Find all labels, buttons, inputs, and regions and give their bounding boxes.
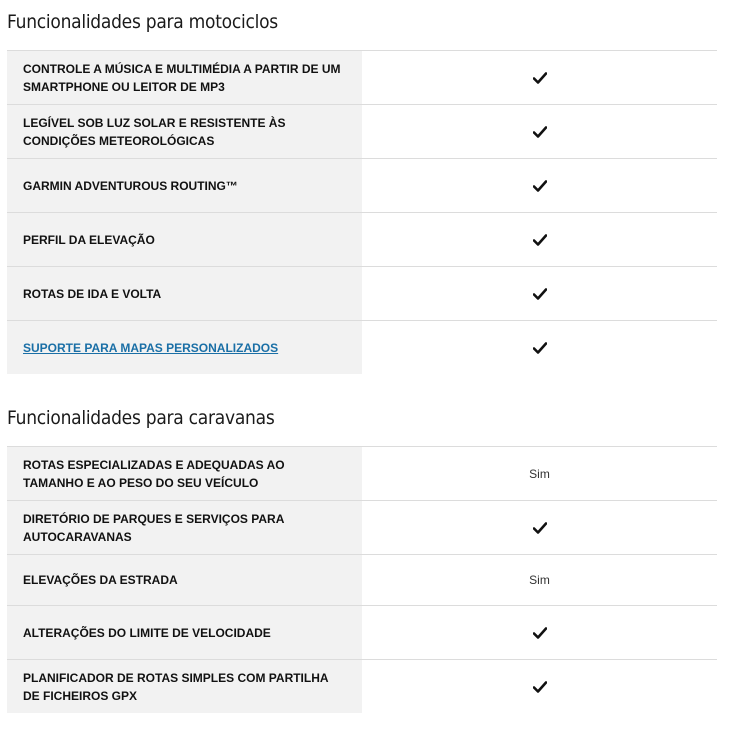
table-row bbox=[7, 105, 717, 159]
feature-value bbox=[362, 267, 717, 320]
feature-label bbox=[7, 321, 362, 374]
table-row bbox=[7, 213, 717, 267]
checkmark-icon bbox=[533, 234, 547, 246]
feature-table bbox=[7, 446, 717, 713]
table-row bbox=[7, 555, 717, 606]
checkmark-icon bbox=[533, 288, 547, 300]
table-row bbox=[7, 501, 717, 555]
checkmark-icon bbox=[533, 126, 547, 138]
feature-label: ELEVAÇÕES DA ESTRADA bbox=[7, 555, 362, 605]
table-row bbox=[7, 267, 717, 321]
checkmark-icon bbox=[533, 522, 547, 534]
table-row bbox=[7, 660, 717, 713]
feature-value bbox=[362, 660, 717, 713]
feature-value bbox=[362, 555, 717, 605]
feature-value bbox=[362, 447, 717, 500]
motorcycle-features-section bbox=[7, 2, 717, 374]
checkmark-icon bbox=[533, 681, 547, 693]
caravan-features-section bbox=[7, 398, 717, 713]
feature-value-text: Sim bbox=[529, 466, 550, 481]
section-title: Funcionalidades para motociclos bbox=[7, 11, 278, 33]
table-row bbox=[7, 51, 717, 105]
checkmark-icon bbox=[533, 180, 547, 192]
feature-label: PLANIFICADOR DE ROTAS SIMPLES COM PARTILHA DE FICHEIROS GPX bbox=[7, 660, 362, 713]
feature-label: ALTERAÇÕES DO LIMITE DE VELOCIDADE bbox=[7, 606, 362, 659]
feature-label: DIRETÓRIO DE PARQUES E SERVIÇOS PARA AUTOCARAVANAS bbox=[7, 501, 362, 554]
table-row bbox=[7, 606, 717, 660]
feature-value bbox=[362, 321, 717, 374]
feature-value bbox=[362, 51, 717, 104]
feature-label: GARMIN ADVENTUROUS ROUTING™ bbox=[7, 159, 362, 212]
feature-table bbox=[7, 50, 717, 374]
feature-label: PERFIL DA ELEVAÇÃO bbox=[7, 213, 362, 266]
feature-label: LEGÍVEL SOB LUZ SOLAR E RESISTENTE ÀS CONDIÇÕES METEOROLÓGICAS bbox=[7, 105, 362, 158]
feature-value bbox=[362, 105, 717, 158]
feature-label: CONTROLE A MÚSICA E MULTIMÉDIA A PARTIR DE UM SMARTPHONE OU LEITOR DE MP3 bbox=[7, 51, 362, 104]
table-row bbox=[7, 321, 717, 374]
feature-label: ROTAS ESPECIALIZADAS E ADEQUADAS AO TAMANHO E AO PESO DO SEU VEÍCULO bbox=[7, 447, 362, 500]
section-title: Funcionalidades para caravanas bbox=[7, 407, 275, 429]
feature-label: ROTAS DE IDA E VOLTA bbox=[7, 267, 362, 320]
checkmark-icon bbox=[533, 72, 547, 84]
feature-value bbox=[362, 606, 717, 659]
custom-maps-link[interactable]: SUPORTE PARA MAPAS PERSONALIZADOS bbox=[23, 340, 279, 355]
feature-value-text: Sim bbox=[529, 573, 550, 587]
table-row bbox=[7, 159, 717, 213]
checkmark-icon bbox=[533, 342, 547, 354]
feature-value bbox=[362, 213, 717, 266]
feature-value bbox=[362, 159, 717, 212]
table-row bbox=[7, 447, 717, 501]
checkmark-icon bbox=[533, 627, 547, 639]
feature-value bbox=[362, 501, 717, 554]
